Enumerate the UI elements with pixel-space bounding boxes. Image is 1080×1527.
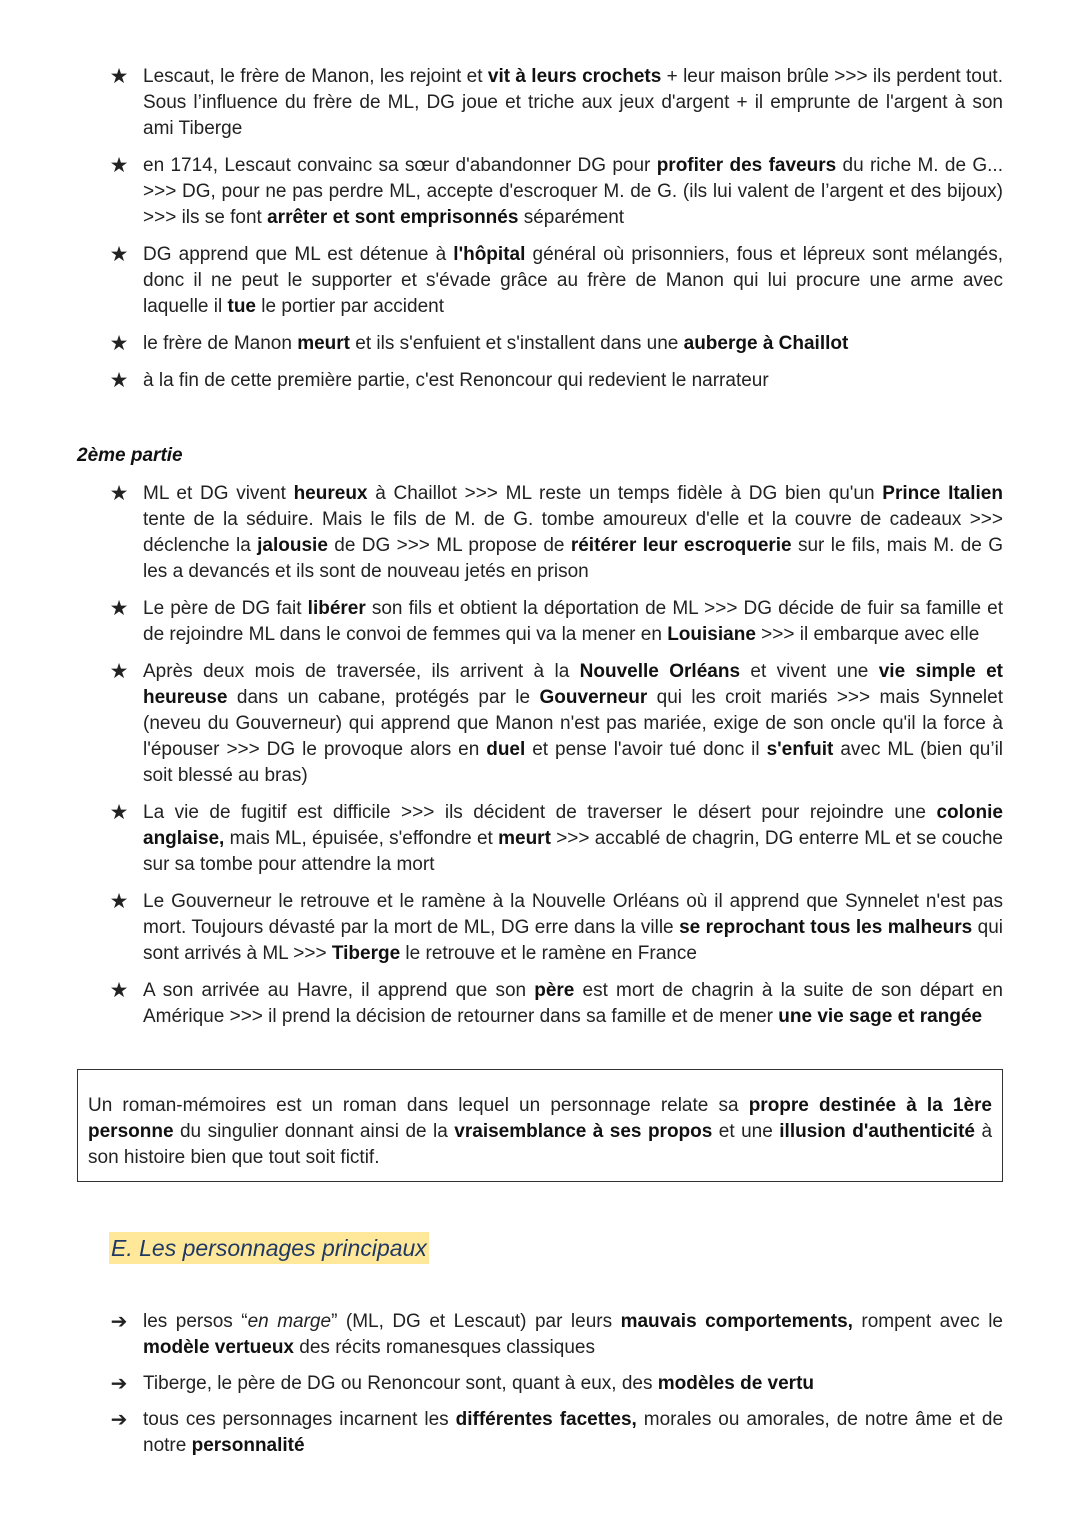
arrow-bullet-icon: ➔ xyxy=(110,1409,128,1431)
bold-text-run: père xyxy=(534,980,575,1001)
text-run: et vivent une xyxy=(740,661,879,682)
list-item xyxy=(0,978,1080,1030)
list-item-text xyxy=(143,244,1003,317)
text-run: est mort de chagrin à la suite de son départ en Amérique >>> il prend la décision de retourner dans sa famille et de mener xyxy=(143,980,1003,1027)
bold-text-run: colonie anglaise, xyxy=(143,802,1003,849)
text-run: + leur maison brûle >>> ils perdent tout. Sous l’influence du frère de ML, DG joue et triche aux jeux d'argent + il emprunte de l'argent à son ami Tiberge xyxy=(143,66,1003,139)
list-item xyxy=(0,331,1080,357)
bold-text-run: s'enfuit xyxy=(766,739,834,760)
bold-text-run: différentes facettes, xyxy=(455,1409,637,1430)
bold-text-run: modèle vertueux xyxy=(143,1337,294,1358)
bold-text-run: Gouverneur xyxy=(539,687,648,708)
text-run: et pense l'avoir tué donc il xyxy=(525,739,767,760)
section-e-arrow-list xyxy=(0,1309,1080,1469)
text-run: Le père de DG fait xyxy=(143,598,308,619)
text-run: dans un cabane, protégés par le xyxy=(227,687,540,708)
text-run: le retrouve et le ramène en France xyxy=(400,943,697,964)
text-run: Lescaut, le frère de Manon, les rejoint et xyxy=(143,66,488,87)
list-item xyxy=(0,659,1080,789)
text-run: Tiberge, le père de DG ou Renoncour sont, quant à eux, des xyxy=(143,1373,658,1394)
list-item-text xyxy=(143,1311,1003,1358)
bold-text-run: modèles de vertu xyxy=(657,1373,815,1394)
bold-text-run: auberge à Chaillot xyxy=(683,333,849,354)
bold-text-run: duel xyxy=(486,739,526,760)
text-run: général où prisonniers, fous et lépreux sont mélangés, donc il ne peut le supporter et s'évade grâce au frère de Manon qui lui procure une arme avec laquelle il xyxy=(143,244,1003,317)
list-item xyxy=(0,481,1080,585)
text-run: >>> il embarque avec elle xyxy=(755,624,980,645)
text-run: qui les croit mariés >>> mais Synnelet (neveu du Gouverneur) qui apprend que Manon n'est pas mariée, exige de son oncle qu'il la force à l'épouser >>> DG le provoque alors en xyxy=(143,687,1003,760)
bold-text-run: propre destinée à la 1ère personne xyxy=(88,1095,992,1142)
text-run: >>> accablé de chagrin, DG enterre ML et se couche sur sa tombe pour attendre la mort xyxy=(143,828,1003,875)
bold-text-run: heureux xyxy=(293,483,368,504)
italic-text-run: en marge xyxy=(247,1311,332,1332)
text-run: sur le fils, mais M. de G les a devancés et ils sont de nouveau jetés en prison xyxy=(143,535,1003,582)
list-item-text xyxy=(143,66,1003,139)
list-item xyxy=(0,1407,1080,1459)
text-run: mais ML, épuisée, s'effondre et xyxy=(224,828,499,849)
text-run: tente de la séduire. Mais le fils de M. de G. tombe amoureux d'elle et la couvre de cadeaux >>> déclenche la xyxy=(143,509,1003,556)
star-bullet-icon: ★ xyxy=(109,369,129,392)
part2-bullet-list xyxy=(0,481,1080,1041)
list-item-text xyxy=(143,802,1003,875)
part2-heading: 2ème partie xyxy=(77,445,183,466)
list-item xyxy=(0,1371,1080,1397)
text-run: avec ML (bien qu’il soit blessé au bras) xyxy=(143,739,1004,786)
bold-text-run: meurt xyxy=(297,333,350,354)
text-run: et ils s'enfuient et s'installent dans une xyxy=(350,333,684,354)
bold-text-run: profiter des faveurs xyxy=(656,155,837,176)
text-run: le portier par accident xyxy=(256,296,444,317)
text-run: ” (ML, DG et Lescaut) par leurs xyxy=(331,1311,621,1332)
list-item xyxy=(0,64,1080,142)
text-run: qui sont arrivés à ML >>> xyxy=(143,917,1003,964)
text-run: de DG >>> ML propose de xyxy=(327,535,571,556)
text-run: morales ou amorales, de notre âme et de notre xyxy=(143,1409,1004,1456)
list-item xyxy=(0,596,1080,648)
star-bullet-icon: ★ xyxy=(109,890,129,913)
bold-text-run: illusion d'authenticité xyxy=(779,1121,975,1142)
star-bullet-icon: ★ xyxy=(109,243,129,266)
bold-text-run: Tiberge xyxy=(331,943,401,964)
list-item xyxy=(0,889,1080,967)
bold-text-run: une vie sage et rangée xyxy=(778,1006,983,1027)
bold-text-run: réitérer leur escroquerie xyxy=(570,535,792,556)
text-run: Un roman-mémoires est un roman dans lequel un personnage relate sa xyxy=(88,1095,749,1116)
definition-box xyxy=(77,1069,1003,1182)
text-run: La vie de fugitif est difficile >>> ils décident de traverser le désert pour rejoindre une xyxy=(143,802,937,823)
list-item-text xyxy=(143,598,1003,645)
text-run: à la fin de cette première partie, c'est Renoncour qui redevient le narrateur xyxy=(143,370,769,391)
star-bullet-icon: ★ xyxy=(109,154,129,177)
bold-text-run: meurt xyxy=(498,828,551,849)
bold-text-run: l'hôpital xyxy=(453,244,526,265)
star-bullet-icon: ★ xyxy=(109,660,129,683)
list-item-text xyxy=(143,980,1003,1027)
bold-text-run: Nouvelle Orléans xyxy=(579,661,741,682)
text-run: à son histoire bien que tout soit fictif. xyxy=(88,1121,993,1168)
list-item-text xyxy=(143,661,1003,786)
bold-text-run: Louisiane xyxy=(667,624,756,645)
text-run: A son arrivée au Havre, il apprend que son xyxy=(143,980,535,1001)
text-run: Après deux mois de traversée, ils arrivent à la xyxy=(143,661,580,682)
text-run: ML et DG vivent xyxy=(143,483,294,504)
text-run: son fils et obtient la déportation de ML >>> DG décide de fuir sa famille et de rejoindre ML dans le convoi de femmes qui va la mener en xyxy=(143,598,1003,645)
star-bullet-icon: ★ xyxy=(109,597,129,620)
arrow-bullet-icon: ➔ xyxy=(110,1311,128,1333)
list-item-text xyxy=(143,483,1003,582)
text-run: tous ces personnages incarnent les xyxy=(143,1409,456,1430)
text-run: en 1714, Lescaut convainc sa sœur d'abandonner DG pour xyxy=(143,155,657,176)
list-item-text xyxy=(143,1373,814,1394)
text-run: les persos “ xyxy=(143,1311,248,1332)
bold-text-run: se reprochant tous les malheurs xyxy=(679,917,973,938)
text-run: des récits romanesques classiques xyxy=(294,1337,595,1358)
bold-text-run: vie simple et heureuse xyxy=(143,661,1003,708)
list-item xyxy=(0,242,1080,320)
bold-text-run: vraisemblance à ses propos xyxy=(454,1121,713,1142)
text-run: séparément xyxy=(518,207,625,228)
text-run: le frère de Manon xyxy=(143,333,298,354)
text-run: du singulier donnant ainsi de la xyxy=(173,1121,455,1142)
list-item xyxy=(0,1309,1080,1361)
bold-text-run: libérer xyxy=(307,598,366,619)
star-bullet-icon: ★ xyxy=(109,65,129,88)
list-item-text xyxy=(143,370,769,391)
text-run: rompent avec le xyxy=(852,1311,1003,1332)
text-run: du riche M. de G... >>> DG, pour ne pas perdre ML, accepte d'escroquer M. de G. (ils lui valent de l’argent et des bijoux) >>> ils se font xyxy=(143,155,1003,228)
star-bullet-icon: ★ xyxy=(109,801,129,824)
bold-text-run: mauvais comportements, xyxy=(620,1311,853,1332)
bold-text-run: Prince Italien xyxy=(882,483,1003,504)
star-bullet-icon: ★ xyxy=(109,482,129,505)
list-item-text xyxy=(143,1409,1003,1456)
text-run: à Chaillot >>> ML reste un temps fidèle à DG bien qu'un xyxy=(367,483,883,504)
bold-text-run: personnalité xyxy=(191,1435,305,1456)
section-e-title: E. Les personnages principaux xyxy=(109,1232,429,1264)
list-item-text xyxy=(143,155,1003,228)
bold-text-run: vit à leurs crochets xyxy=(487,66,662,87)
bold-text-run: jalousie xyxy=(257,535,328,556)
list-item xyxy=(0,153,1080,231)
bold-text-run: tue xyxy=(227,296,256,317)
star-bullet-icon: ★ xyxy=(109,979,129,1002)
list-item-text xyxy=(143,333,848,354)
definition-text xyxy=(88,1095,992,1168)
list-item-text xyxy=(143,891,1003,964)
text-run: DG apprend que ML est détenue à xyxy=(143,244,454,265)
arrow-bullet-icon: ➔ xyxy=(110,1373,128,1395)
star-bullet-icon: ★ xyxy=(109,332,129,355)
list-item xyxy=(0,368,1080,394)
bold-text-run: arrêter et sont emprisonnés xyxy=(267,207,519,228)
part1-bullet-list xyxy=(0,64,1080,405)
text-run: et une xyxy=(712,1121,780,1142)
text-run: Le Gouverneur le retrouve et le ramène à la Nouvelle Orléans où il apprend que Synnelet n'est pas mort. Toujours dévasté par la mort de ML, DG erre dans la ville xyxy=(143,891,1003,938)
list-item xyxy=(0,800,1080,878)
